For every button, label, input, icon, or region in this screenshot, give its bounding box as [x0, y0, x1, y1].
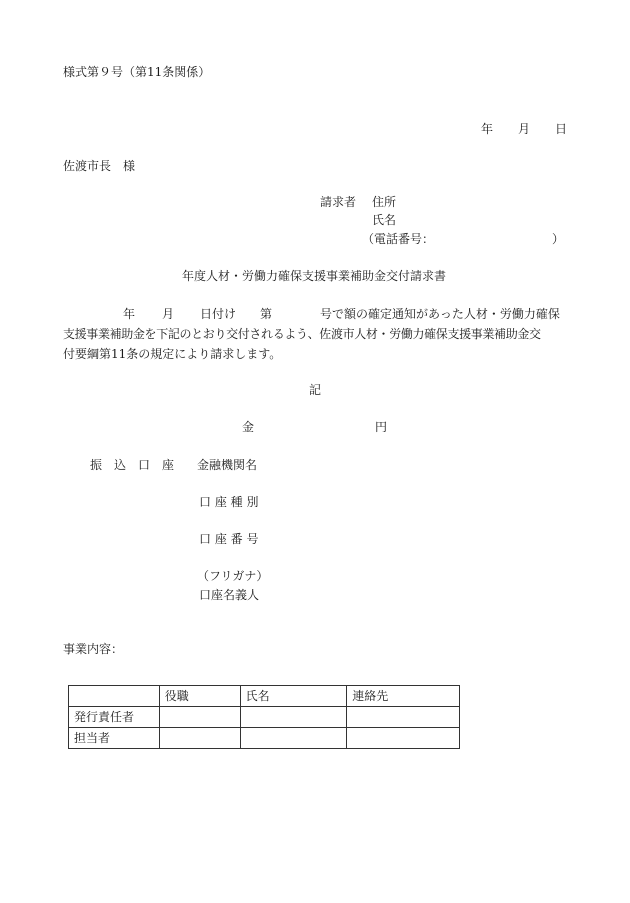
account-number-label: 口 座 番 号: [199, 532, 259, 546]
body-line1-rest: 号で額の確定通知があった人材・労働力確保: [320, 307, 560, 321]
addressee: 佐渡市長 様: [63, 159, 136, 173]
table-cell[interactable]: [347, 707, 460, 728]
table-cell: 発行責任者: [69, 707, 160, 728]
table-cell[interactable]: [347, 728, 460, 749]
table-header-cell: 役職: [159, 686, 240, 707]
phone-label: （電話番号：: [362, 232, 435, 246]
table-cell[interactable]: [159, 728, 240, 749]
date-day-label: 日: [555, 122, 568, 136]
claimant-label: 請求者: [320, 195, 357, 209]
account-type-label: 口 座 種 別: [199, 495, 259, 509]
table-cell: 担当者: [69, 728, 160, 749]
table-cell[interactable]: [240, 728, 347, 749]
bank-institution-label: 金融機関名: [197, 458, 258, 472]
table-header-row: [69, 686, 460, 707]
table-cell[interactable]: [159, 707, 240, 728]
form-number: 様式第９号（第11条関係）: [63, 65, 211, 79]
table-header-cell: 氏名: [240, 686, 347, 707]
body-no: 第: [260, 307, 273, 321]
body-line2: 支援事業補助金を下記のとおり交付されるよう、佐渡市人材・労働力確保支援事業補助金交: [63, 327, 541, 341]
table-row: [69, 728, 460, 749]
date-month-label: 月: [518, 122, 531, 136]
date-year-label: 年: [481, 122, 494, 136]
body-line3: 付要綱第11条の規定により請求します。: [63, 347, 282, 361]
ki-heading: 記: [309, 383, 322, 397]
body-year: 年: [123, 307, 136, 321]
document-title: 年度人材・労働力確保支援事業補助金交付請求書: [182, 269, 447, 283]
body-dated: 日付け: [200, 307, 237, 321]
body-month: 月: [162, 307, 175, 321]
address-label: 住所: [372, 195, 397, 209]
amount-yen: 円: [375, 420, 388, 434]
table-header-cell: [69, 686, 160, 707]
phone-close-paren: ）: [552, 232, 565, 246]
account-holder-label: 口座名義人: [199, 588, 260, 602]
name-label: 氏名: [372, 213, 397, 227]
responsible-persons-table: [68, 685, 460, 749]
table-row: [69, 707, 460, 728]
amount-kin: 金: [242, 420, 255, 434]
table-header-cell: 連絡先: [347, 686, 460, 707]
bank-section-label: 振 込 口 座: [90, 458, 175, 472]
furigana-label: （フリガナ）: [197, 569, 269, 583]
project-content-label: 事業内容：: [63, 642, 124, 656]
table-cell[interactable]: [240, 707, 347, 728]
